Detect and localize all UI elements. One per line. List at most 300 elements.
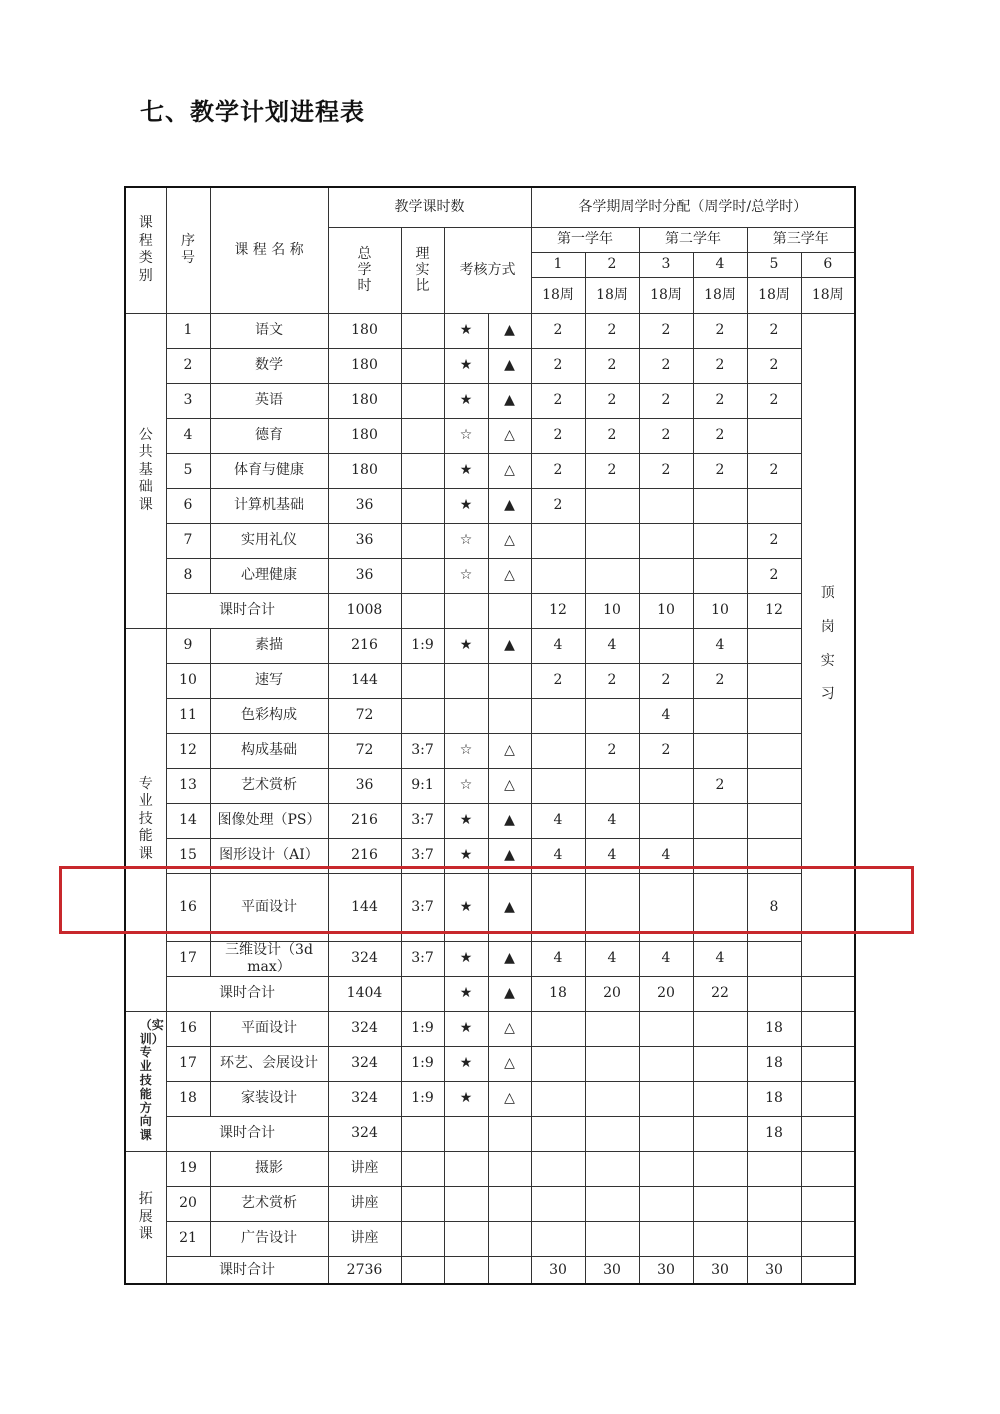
semester-hours: 18	[747, 1011, 801, 1046]
category-extension: 拓展课	[125, 1151, 166, 1284]
row-seq: 5	[166, 453, 210, 488]
exam-mark-triangle: △	[488, 768, 531, 803]
theory-practice-ratio	[401, 1116, 444, 1151]
subtotal-semester: 18	[747, 1116, 801, 1151]
row-seq: 11	[166, 698, 210, 733]
exam-mark-triangle	[488, 698, 531, 733]
table-row	[125, 313, 855, 348]
semester-hours	[639, 558, 693, 593]
subtotal-semester: 30	[693, 1256, 747, 1284]
total-hours: 36	[328, 768, 401, 803]
semester-hours	[801, 1081, 855, 1116]
semester-hours	[585, 1221, 639, 1256]
semester-hours	[585, 698, 639, 733]
exam-mark-star	[444, 698, 488, 733]
semester-hours: 4	[531, 628, 585, 663]
theory-practice-ratio	[401, 1221, 444, 1256]
total-hours: 216	[328, 803, 401, 838]
header-course-name: 课 程 名 称	[210, 187, 328, 313]
subtotal-semester: 30	[639, 1256, 693, 1284]
table-row	[125, 941, 855, 976]
header-sem: 4	[693, 252, 747, 277]
total-hours: 216	[328, 628, 401, 663]
row-seq: 16	[166, 1011, 210, 1046]
semester-hours: 2	[747, 313, 801, 348]
semester-hours	[531, 1046, 585, 1081]
internship-cell: 顶岗实习	[801, 313, 855, 976]
semester-hours	[801, 976, 855, 1011]
semester-hours	[747, 1221, 801, 1256]
total-hours: 324	[328, 941, 401, 976]
subtotal-label: 课时合计	[166, 593, 328, 628]
table-row	[125, 803, 855, 838]
semester-hours	[747, 663, 801, 698]
subtotal-semester: 10	[585, 593, 639, 628]
total-hours: 324	[328, 1081, 401, 1116]
exam-mark-star: ★	[444, 976, 488, 1011]
semester-hours	[693, 488, 747, 523]
header-exam: 考核方式	[444, 227, 531, 313]
semester-hours	[639, 1011, 693, 1046]
subtotal-semester	[531, 1116, 585, 1151]
row-seq: 14	[166, 803, 210, 838]
subtotal-total: 1404	[328, 976, 401, 1011]
semester-hours	[531, 523, 585, 558]
subtotal-total: 2736	[328, 1256, 401, 1284]
table-row	[125, 628, 855, 663]
header-weeks: 18周	[693, 277, 747, 313]
row-seq: 4	[166, 418, 210, 453]
course-name: 图形设计（AI）	[210, 838, 328, 873]
exam-mark-triangle: △	[488, 1011, 531, 1046]
subtotal-semester: 22	[693, 976, 747, 1011]
semester-hours: 2	[747, 348, 801, 383]
row-seq: 21	[166, 1221, 210, 1256]
subtotal-semester: 10	[693, 593, 747, 628]
subtotal-semester: 20	[585, 976, 639, 1011]
total-hours: 180	[328, 383, 401, 418]
total-hours: 36	[328, 523, 401, 558]
semester-hours	[801, 1046, 855, 1081]
semester-hours: 4	[693, 941, 747, 976]
semester-hours	[693, 558, 747, 593]
semester-hours: 2	[585, 383, 639, 418]
header-total-hours: 总学时	[328, 227, 401, 313]
exam-mark-triangle: ▲	[488, 383, 531, 418]
course-name: 图像处理（PS）	[210, 803, 328, 838]
table-row	[125, 558, 855, 593]
exam-mark-triangle	[488, 1151, 531, 1186]
semester-hours	[585, 558, 639, 593]
theory-practice-ratio	[401, 418, 444, 453]
category-training: （实训）专业技能方向课	[125, 1011, 166, 1151]
row-seq: 13	[166, 768, 210, 803]
semester-hours: 4	[585, 941, 639, 976]
semester-hours	[801, 1221, 855, 1256]
course-name: 语文	[210, 313, 328, 348]
total-hours: 180	[328, 418, 401, 453]
exam-mark-star: ★	[444, 1011, 488, 1046]
table-header	[125, 187, 855, 313]
exam-mark-star: ☆	[444, 523, 488, 558]
semester-hours	[693, 733, 747, 768]
course-name: 色彩构成	[210, 698, 328, 733]
course-name: 平面设计	[210, 873, 328, 941]
table-row	[125, 488, 855, 523]
subtotal-row	[125, 976, 855, 1011]
table-row	[125, 768, 855, 803]
semester-hours: 4	[585, 628, 639, 663]
semester-hours: 2	[531, 488, 585, 523]
semester-hours	[639, 523, 693, 558]
subtotal-semester: 30	[585, 1256, 639, 1284]
semester-hours	[639, 803, 693, 838]
semester-hours	[585, 1046, 639, 1081]
total-hours: 180	[328, 313, 401, 348]
exam-mark-triangle: △	[488, 523, 531, 558]
semester-hours	[801, 1151, 855, 1186]
header-distribution: 各学期周学时分配（周学时/总学时）	[531, 187, 855, 227]
exam-mark-triangle: ▲	[488, 941, 531, 976]
semester-hours	[585, 1151, 639, 1186]
total-hours: 324	[328, 1046, 401, 1081]
row-seq: 17	[166, 941, 210, 976]
subtotal-total: 1008	[328, 593, 401, 628]
exam-mark-star: ★	[444, 803, 488, 838]
semester-hours: 2	[531, 453, 585, 488]
table-row	[125, 1151, 855, 1186]
theory-practice-ratio: 3:7	[401, 838, 444, 873]
semester-hours	[639, 488, 693, 523]
exam-mark-star: ☆	[444, 733, 488, 768]
semester-hours: 2	[531, 348, 585, 383]
header-sem: 3	[639, 252, 693, 277]
semester-hours	[639, 1186, 693, 1221]
semester-hours: 4	[639, 838, 693, 873]
exam-mark-star	[444, 663, 488, 698]
semester-hours	[693, 838, 747, 873]
category-public: 公共基础课	[125, 313, 166, 628]
course-name: 摄影	[210, 1151, 328, 1186]
course-name: 广告设计	[210, 1221, 328, 1256]
exam-mark-star: ☆	[444, 418, 488, 453]
semester-hours	[693, 1081, 747, 1116]
semester-hours: 4	[585, 838, 639, 873]
semester-hours: 4	[585, 803, 639, 838]
subtotal-semester: 12	[531, 593, 585, 628]
row-seq: 17	[166, 1046, 210, 1081]
subtotal-total: 324	[328, 1116, 401, 1151]
row-seq: 12	[166, 733, 210, 768]
semester-hours	[693, 1186, 747, 1221]
semester-hours: 2	[639, 383, 693, 418]
semester-hours: 2	[639, 348, 693, 383]
subtotal-label: 课时合计	[166, 1256, 328, 1284]
semester-hours	[585, 873, 639, 941]
total-hours: 讲座	[328, 1221, 401, 1256]
exam-mark-triangle: ▲	[488, 976, 531, 1011]
semester-hours	[747, 1151, 801, 1186]
semester-hours: 4	[693, 628, 747, 663]
course-name: 构成基础	[210, 733, 328, 768]
total-hours: 180	[328, 348, 401, 383]
semester-hours	[747, 941, 801, 976]
theory-practice-ratio	[401, 1186, 444, 1221]
header-weeks: 18周	[801, 277, 855, 313]
exam-mark-star	[444, 593, 488, 628]
course-name: 英语	[210, 383, 328, 418]
theory-practice-ratio	[401, 348, 444, 383]
row-seq: 19	[166, 1151, 210, 1186]
row-seq: 8	[166, 558, 210, 593]
theory-practice-ratio: 1:9	[401, 628, 444, 663]
total-hours: 36	[328, 488, 401, 523]
semester-hours: 2	[693, 383, 747, 418]
exam-mark-triangle: ▲	[488, 873, 531, 941]
theory-practice-ratio	[401, 1256, 444, 1284]
semester-hours	[747, 418, 801, 453]
theory-practice-ratio: 1:9	[401, 1046, 444, 1081]
semester-hours	[585, 1186, 639, 1221]
subtotal-row	[125, 593, 855, 628]
semester-hours	[531, 1011, 585, 1046]
header-weeks: 18周	[585, 277, 639, 313]
theory-practice-ratio: 3:7	[401, 873, 444, 941]
semester-hours: 8	[747, 873, 801, 941]
course-name: 速写	[210, 663, 328, 698]
semester-hours	[531, 768, 585, 803]
subtotal-row	[125, 1116, 855, 1151]
semester-hours	[693, 1011, 747, 1046]
semester-hours: 2	[531, 663, 585, 698]
semester-hours	[747, 1186, 801, 1221]
table-row	[125, 698, 855, 733]
semester-hours: 2	[639, 418, 693, 453]
subtotal-semester: 30	[747, 1256, 801, 1284]
exam-mark-triangle: △	[488, 1081, 531, 1116]
semester-hours	[747, 488, 801, 523]
subtotal-semester	[639, 1116, 693, 1151]
semester-hours	[531, 1151, 585, 1186]
semester-hours	[747, 803, 801, 838]
subtotal-semester: 12	[747, 593, 801, 628]
exam-mark-triangle: ▲	[488, 803, 531, 838]
header-year3: 第三学年	[747, 227, 855, 252]
semester-hours: 2	[747, 383, 801, 418]
semester-hours	[693, 1221, 747, 1256]
semester-hours: 2	[585, 453, 639, 488]
semester-hours: 4	[639, 698, 693, 733]
semester-hours	[747, 768, 801, 803]
semester-hours: 2	[585, 733, 639, 768]
exam-mark-star	[444, 1186, 488, 1221]
course-name: 心理健康	[210, 558, 328, 593]
semester-hours: 2	[639, 453, 693, 488]
total-hours: 144	[328, 873, 401, 941]
exam-mark-star	[444, 1151, 488, 1186]
exam-mark-star: ★	[444, 628, 488, 663]
theory-practice-ratio	[401, 663, 444, 698]
exam-mark-star: ★	[444, 488, 488, 523]
exam-mark-star	[444, 1116, 488, 1151]
subtotal-semester	[747, 976, 801, 1011]
theory-practice-ratio: 1:9	[401, 1011, 444, 1046]
course-name: 艺术赏析	[210, 1186, 328, 1221]
semester-hours	[801, 1116, 855, 1151]
exam-mark-star: ★	[444, 453, 488, 488]
semester-hours: 2	[747, 558, 801, 593]
semester-hours: 2	[531, 418, 585, 453]
semester-hours	[747, 838, 801, 873]
total-hours: 72	[328, 733, 401, 768]
course-name: 体育与健康	[210, 453, 328, 488]
semester-hours: 2	[585, 313, 639, 348]
semester-hours	[531, 698, 585, 733]
course-name: 素描	[210, 628, 328, 663]
subtotal-semester: 30	[531, 1256, 585, 1284]
table-row	[125, 348, 855, 383]
theory-practice-ratio	[401, 383, 444, 418]
header-weeks: 18周	[639, 277, 693, 313]
semester-hours	[639, 873, 693, 941]
semester-hours	[693, 873, 747, 941]
subtotal-semester	[693, 1116, 747, 1151]
row-seq: 10	[166, 663, 210, 698]
theory-practice-ratio	[401, 488, 444, 523]
semester-hours: 2	[585, 348, 639, 383]
semester-hours: 4	[531, 838, 585, 873]
semester-hours	[585, 523, 639, 558]
row-seq: 7	[166, 523, 210, 558]
semester-hours	[693, 1151, 747, 1186]
semester-hours	[693, 523, 747, 558]
semester-hours: 2	[693, 313, 747, 348]
theory-practice-ratio: 3:7	[401, 733, 444, 768]
exam-mark-star	[444, 1256, 488, 1284]
semester-hours	[801, 1186, 855, 1221]
table-row	[125, 733, 855, 768]
course-name: 德育	[210, 418, 328, 453]
semester-hours: 2	[585, 663, 639, 698]
teaching-plan-table	[124, 186, 856, 1285]
semester-hours	[639, 1081, 693, 1116]
semester-hours: 2	[693, 453, 747, 488]
subtotal-semester	[585, 1116, 639, 1151]
semester-hours	[639, 1151, 693, 1186]
header-sem: 6	[801, 252, 855, 277]
total-hours: 讲座	[328, 1186, 401, 1221]
theory-practice-ratio: 9:1	[401, 768, 444, 803]
header-weeks: 18周	[531, 277, 585, 313]
semester-hours	[531, 873, 585, 941]
total-hours: 324	[328, 1011, 401, 1046]
semester-hours	[585, 768, 639, 803]
row-seq: 2	[166, 348, 210, 383]
table-row	[125, 418, 855, 453]
exam-mark-triangle: ▲	[488, 313, 531, 348]
total-hours: 144	[328, 663, 401, 698]
exam-mark-star: ★	[444, 348, 488, 383]
table-row	[125, 383, 855, 418]
semester-hours	[801, 1256, 855, 1284]
table-row	[125, 663, 855, 698]
semester-hours: 2	[639, 663, 693, 698]
header-teaching-hours: 教学课时数	[328, 187, 531, 227]
semester-hours	[531, 1081, 585, 1116]
subtotal-semester: 18	[531, 976, 585, 1011]
exam-mark-triangle: △	[488, 418, 531, 453]
course-name: 平面设计	[210, 1011, 328, 1046]
semester-hours: 4	[531, 941, 585, 976]
header-year1: 第一学年	[531, 227, 639, 252]
theory-practice-ratio: 1:9	[401, 1081, 444, 1116]
header-seq: 序号	[166, 187, 210, 313]
row-seq: 20	[166, 1186, 210, 1221]
semester-hours	[531, 1221, 585, 1256]
course-name: 环艺、会展设计	[210, 1046, 328, 1081]
exam-mark-star: ★	[444, 383, 488, 418]
course-name: 数学	[210, 348, 328, 383]
semester-hours: 2	[531, 383, 585, 418]
header-category: 课程类别	[125, 187, 166, 313]
semester-hours: 2	[693, 418, 747, 453]
header-sem: 1	[531, 252, 585, 277]
table-row	[125, 873, 855, 941]
exam-mark-star: ☆	[444, 558, 488, 593]
theory-practice-ratio	[401, 313, 444, 348]
row-seq: 6	[166, 488, 210, 523]
theory-practice-ratio: 3:7	[401, 803, 444, 838]
semester-hours	[531, 733, 585, 768]
semester-hours: 2	[747, 453, 801, 488]
row-seq: 16	[166, 873, 210, 941]
table-row	[125, 838, 855, 873]
exam-mark-triangle: ▲	[488, 488, 531, 523]
course-name: 家装设计	[210, 1081, 328, 1116]
table-body	[125, 313, 855, 1284]
exam-mark-triangle	[488, 1116, 531, 1151]
semester-hours	[531, 558, 585, 593]
theory-practice-ratio: 3:7	[401, 941, 444, 976]
semester-hours	[585, 1011, 639, 1046]
total-hours: 讲座	[328, 1151, 401, 1186]
theory-practice-ratio	[401, 1151, 444, 1186]
exam-mark-star: ☆	[444, 768, 488, 803]
subtotal-label: 课时合计	[166, 1116, 328, 1151]
semester-hours	[639, 1221, 693, 1256]
semester-hours	[639, 628, 693, 663]
theory-practice-ratio	[401, 558, 444, 593]
semester-hours: 18	[747, 1081, 801, 1116]
header-ratio: 理实比	[401, 227, 444, 313]
exam-mark-triangle: △	[488, 1046, 531, 1081]
subtotal-semester: 10	[639, 593, 693, 628]
theory-practice-ratio	[401, 593, 444, 628]
exam-mark-star	[444, 1221, 488, 1256]
semester-hours: 2	[693, 768, 747, 803]
total-hours: 72	[328, 698, 401, 733]
subtotal-semester: 20	[639, 976, 693, 1011]
semester-hours	[801, 1011, 855, 1046]
semester-hours: 2	[639, 733, 693, 768]
exam-mark-triangle: △	[488, 733, 531, 768]
course-name: 艺术赏析	[210, 768, 328, 803]
theory-practice-ratio	[401, 453, 444, 488]
exam-mark-star: ★	[444, 838, 488, 873]
table-row	[125, 1081, 855, 1116]
table-row	[125, 453, 855, 488]
semester-hours	[747, 698, 801, 733]
